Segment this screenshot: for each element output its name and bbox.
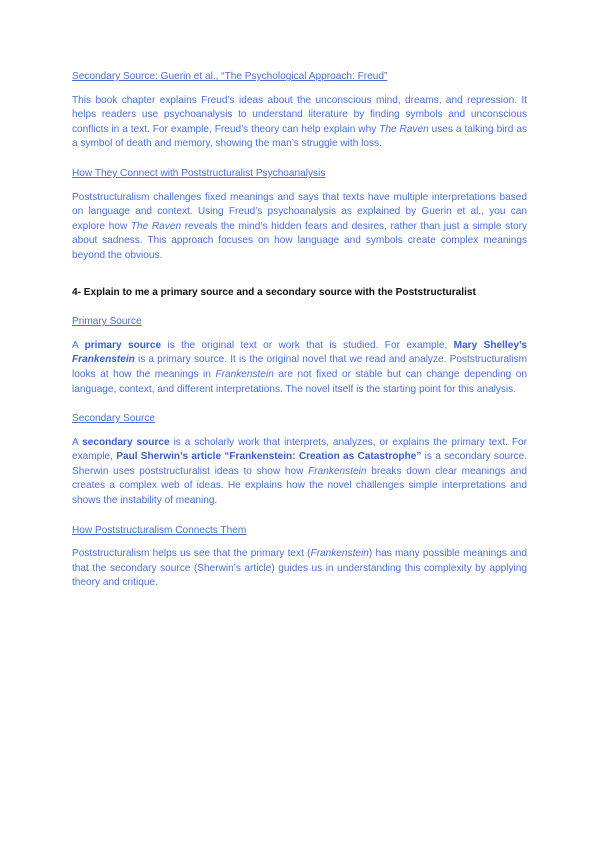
guerin-source-heading[interactable]: Secondary Source: Guerin et al., “The Psychological Approach: Freud” (72, 71, 388, 82)
question-4-heading: 4- Explain to me a primary source and a secondary source with the Poststructuralist (72, 286, 476, 298)
connects-paragraph: Poststructuralism helps us see that the primary text (Frankenstein) has many possible meanings and that the secondary source (Sherwin’s article) guides us in understanding this complexity by applying theory and critique. (72, 548, 527, 589)
connection-heading[interactable]: How They Connect with Poststructuralist Psychoanalysis (72, 167, 326, 179)
connects-heading[interactable]: How Poststructuralism Connects Them (72, 524, 247, 536)
connection-paragraph: Poststructuralism challenges fixed meanings and says that texts have multiple interpretations based on language and context. Using Freud’s psychoanalysis as explained by Guerin et al., you can explore how The Raven reveals the mind’s hidden fears and desires, rather than just a simple story about sadness. This approach focuses on how language and symbols create complex meanings beyond the obvious. (72, 191, 528, 261)
document-page (72, 70, 527, 591)
secondary-source-heading[interactable]: Secondary Source (72, 413, 156, 425)
primary-source-paragraph: A primary source is the original text or work that is studied. For example, Mary Shelley’s Frankenstein is a primary source. It is the original novel that we read and analyze. Poststructuralism looks at how the meanings in Frankenstein are not fixed or stable but can change depending on language, context, and different interpretations. The novel itself is the starting point for this analysis. (72, 339, 527, 395)
guerin-summary-paragraph: This book chapter explains Freud’s ideas about the unconscious mind, dreams, and repression. It helps readers use psychoanalysis to understand literature by finding symbols and unconscious conflicts in a text. For example, Freud’s theory can help explain why The Raven uses a talking bird as a symbol of death and memory, showing the man’s struggle with loss. (72, 94, 527, 150)
secondary-source-paragraph: A secondary source is a scholarly work that interprets, analyzes, or explains the primary text. For example, Paul Sherwin’s article “Frankenstein: Creation as Catastrophe” is a secondary source. Sherwin uses poststructuralist ideas to show how Frankenstein breaks down clear meanings and creates a complex web of ideas. He explains how the novel challenges simple interpretations and shows the instability of meaning. (72, 436, 528, 507)
primary-source-heading[interactable]: Primary Source (72, 316, 142, 328)
